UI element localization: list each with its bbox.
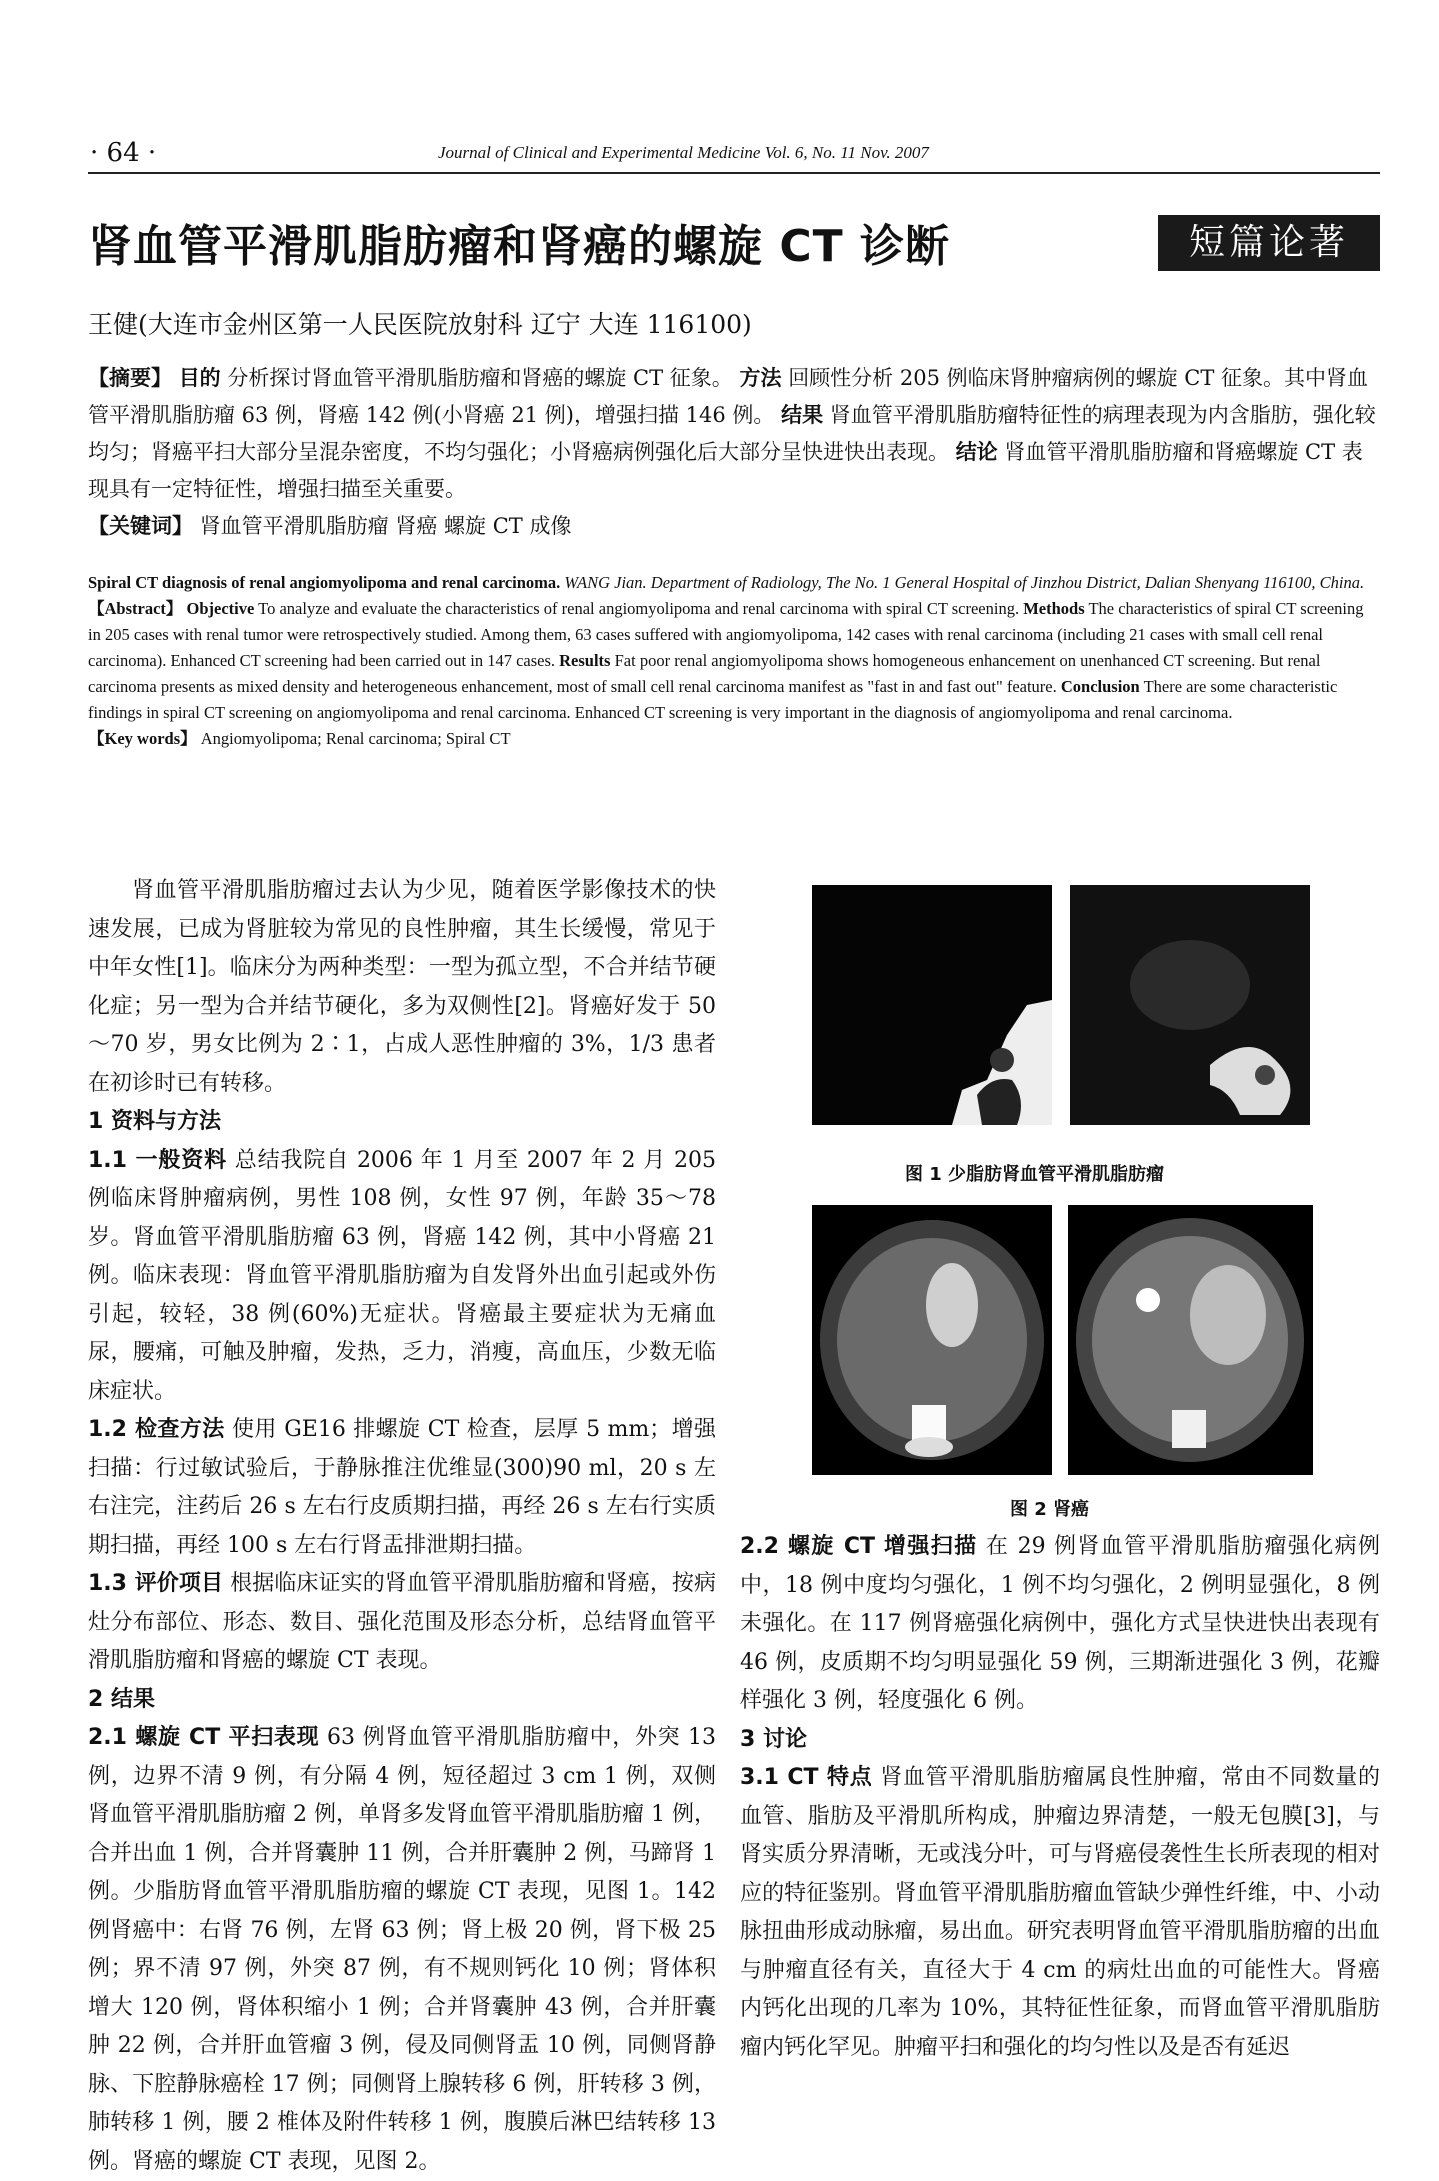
figure-2-caption: 图 2 肾癌 — [1010, 1499, 1090, 1520]
en-keywords: Angiomyolipoma; Renal carcinoma; Spiral CT — [200, 729, 511, 748]
en-methods-label: Methods — [1023, 599, 1085, 618]
en-objective-label: Objective — [186, 599, 255, 618]
intro-paragraph: 肾血管平滑肌脂肪瘤过去认为少见，随着医学影像技术的快速发展，已成为肾脏较为常见的良性肿瘤，其生长缓慢，常见于中年女性[1]。临床分为两种类型：一型为孤立型，不合并结节硬化症；另一型为合并结节硬化，多为双侧性[2]。肾癌好发于 50～70 岁，男女比例为 2∶1，占成人恶性肿瘤的 3%，1/3 患者在初诊时已有转移。 — [88, 878, 716, 1096]
figure-2-right-image — [1068, 1205, 1313, 1475]
page-number: · 64 · — [90, 138, 157, 168]
figure-1-left-image — [812, 885, 1052, 1125]
right-column — [740, 1528, 1380, 2067]
header-rule — [88, 172, 1380, 174]
en-conclusion: There are some characteristic findings in spiral CT screening on angiomyolipoma and renal carcinoma. Enhanced CT screening is very important in the diagnosis of angiomyolipoma and renal carcinoma. — [88, 677, 1338, 722]
section-3-heading: 3 讨论 — [740, 1726, 807, 1752]
section-1-heading: 1 资料与方法 — [88, 1109, 221, 1134]
methods-label: 方法 — [739, 366, 782, 390]
en-objective: To analyze and evaluate the characteristics of renal angiomyolipoma and renal carcinoma with spiral CT screening. — [258, 599, 1020, 618]
section-1-2-label: 1.2 检查方法 — [88, 1417, 225, 1442]
chinese-abstract — [88, 360, 1380, 545]
section-3-1-text: 肾血管平滑肌脂肪瘤属良性肿瘤，常由不同数量的血管、脂肪及平滑肌所构成，肿瘤边界清楚，一般无包膜[3]，与肾实质分界清晰，无或浅分叶，可与肾癌侵袭性生长所表现的相对应的特征鉴别。肾血管平滑肌脂肪瘤血管缺少弹性纤维，中、小动脉扭曲形成动脉瘤，易出血。研究表明肾血管平滑肌脂肪瘤的出血与肿瘤直径有关，直径大于 4 cm 的病灶出血的可能性大。肾癌内钙化出现的几率为 10%，其特征性征象，而肾血管平滑肌脂肪瘤内钙化罕见。肿瘤平扫和强化的均匀性以及是否有延迟 — [740, 1765, 1380, 2060]
conclusion-text: 肾血管平滑肌脂肪瘤和肾癌螺旋 CT 表现具有一定特征性，增强扫描至关重要。 — [88, 440, 1363, 501]
english-abstract — [88, 570, 1380, 752]
en-conclusion-label: Conclusion — [1060, 677, 1140, 696]
ct-scan-graphic — [1068, 1205, 1313, 1475]
keywords-text: 肾血管平滑肌脂肪瘤 肾癌 螺旋 CT 成像 — [199, 514, 572, 538]
ct-scan-graphic — [812, 885, 1052, 1125]
abstract-label: 【摘要】 — [88, 366, 172, 390]
methods-text: 回顾性分析 205 例临床肾肿瘤病例的螺旋 CT 征象。其中肾血管平滑肌脂肪瘤 63 例，肾癌 142 例(小肾癌 21 例)，增强扫描 146 例。 — [88, 366, 1369, 427]
en-results-label: Results — [559, 651, 611, 670]
en-results: Fat poor renal angiomyolipoma shows homogeneous enhancement on unenhanced CT screening. But renal carcinoma presents as mixed density and heterogeneous enhancement, most of small cell renal carcinoma manifest as "fast in and fast out" feature. — [88, 651, 1321, 696]
section-badge: 短篇论著 — [1158, 215, 1380, 271]
results-text: 肾血管平滑肌脂肪瘤特征性的病理表现为内含脂肪，强化较均匀；肾癌平扫大部分呈混杂密度，不均匀强化；小肾癌病例强化后大部分呈快进快出表现。 — [88, 403, 1376, 464]
keywords-label: 【关键词】 — [88, 514, 193, 538]
en-keywords-label: 【Key words】 — [88, 729, 197, 748]
section-2-1-label: 2.1 螺旋 CT 平扫表现 — [88, 1725, 320, 1750]
journal-header: Journal of Clinical and Experimental Medicine Vol. 6, No. 11 Nov. 2007 — [438, 143, 929, 162]
section-2-heading: 2 结果 — [88, 1686, 155, 1712]
figure-1-right-image — [1070, 885, 1310, 1125]
en-author: WANG Jian. Department of Radiology, The No. 1 General Hospital of Jinzhou District, Dalian Shenyang 116100, China. — [564, 573, 1365, 592]
author-line: 王健(大连市金州区第一人民医院放射科 辽宁 大连 116100) — [88, 310, 752, 339]
objective-text: 分析探讨肾血管平滑肌脂肪瘤和肾癌的螺旋 CT 征象。 — [227, 366, 733, 390]
ct-scan-graphic — [812, 1205, 1052, 1475]
en-methods: The characteristics of spiral CT screening in 205 cases with renal tumor were retrospectively studied. Among them, 63 cases suffered with angiomyolipoma, 142 cases with renal carcinoma (including 21 cases with small cell renal carcinoma). Enhanced CT screening had been carried out in 147 cases. — [88, 599, 1364, 670]
en-title: Spiral CT diagnosis of renal angiomyolipoma and renal carcinoma. — [88, 573, 561, 592]
section-1-3-text: 根据临床证实的肾血管平滑肌脂肪瘤和肾癌，按病灶分布部位、形态、数目、强化范围及形态分析，总结肾血管平滑肌脂肪瘤和肾癌的螺旋 CT 表现。 — [88, 1571, 716, 1673]
section-3-1-label: 3.1 CT 特点 — [740, 1765, 873, 1790]
conclusion-label: 结论 — [955, 440, 998, 464]
section-2-1-text: 63 例肾血管平滑肌脂肪瘤中，外突 13 例，边界不清 9 例，有分隔 4 例，短径超过 3 cm 1 例，双侧肾血管平滑肌脂肪瘤 2 例，单肾多发肾血管平滑肌脂肪瘤 1 例，合并出血 1 例，合并肾囊肿 11 例，合并肝囊肿 2 例，马蹄肾 1 例。少脂肪肾血管平滑肌脂肪瘤的螺旋 CT 表现，见图 1。142 例肾癌中：右肾 76 例，左肾 63 例；肾上极 20 例，肾下极 25 例；界不清 97 例，外突 87 例，有不规则钙化 10 例；肾体积增大 120 例，肾体积缩小 1 例；合并肾囊肿 43 例，合并肝囊肿 22 例，合并肝血管瘤 3 例，侵及同侧肾盂 10 例，同侧肾静脉、下腔静脉癌栓 17 例；同侧肾上腺转移 6 例，肝转移 3 例，肺转移 1 例，腰 2 椎体及附件转移 1 例，腹膜后淋巴结转移 13 例。肾癌的螺旋 CT 表现，见图 2。 — [88, 1725, 716, 2174]
section-2-2-text: 在 29 例肾血管平滑肌脂肪瘤强化病例中，18 例中度均匀强化，1 例不均匀强化，2 例明显强化，8 例未强化。在 117 例肾癌强化病例中，强化方式呈快进快出表现有 46 例，皮质期不均匀明显强化 59 例，三期渐进强化 3 例，花瓣样强化 3 例，轻度强化 6 例。 — [740, 1534, 1380, 1713]
en-abstract-label: 【Abstract】 — [88, 599, 183, 618]
section-1-1-label: 1.1 一般资料 — [88, 1147, 227, 1173]
section-1-3-label: 1.3 评价项目 — [88, 1571, 224, 1596]
section-2-2-label: 2.2 螺旋 CT 增强扫描 — [740, 1534, 978, 1559]
section-1-2-text: 使用 GE16 排螺旋 CT 检查，层厚 5 mm；增强扫描：行过敏试验后，于静脉推注优维显(300)90 ml，20 s 左右注完，注药后 26 s 左右行皮质期扫描，再经 26 s 左右行实质期扫描，再经 100 s 左右行肾盂排泄期扫描。 — [88, 1417, 716, 1558]
figure-1-caption: 图 1 少脂肪肾血管平滑肌脂肪瘤 — [905, 1164, 1165, 1185]
left-column — [88, 872, 716, 2181]
figure-2-left-image — [812, 1205, 1052, 1475]
section-1-1-text: 总结我院自 2006 年 1 月至 2007 年 2 月 205 例临床肾肿瘤病例，男性 108 例，女性 97 例，年龄 35～78 岁。肾血管平滑肌脂肪瘤 63 例，肾癌 142 例，其中小肾癌 21 例。临床表现：肾血管平滑肌脂肪瘤为自发肾外出血引起或外伤引起，较轻，38 例(60%)无症状。肾癌最主要症状为无痛血尿，腰痛，可触及肿瘤，发热，乏力，消瘦，高血压，少数无临床症状。 — [88, 1147, 717, 1404]
article-title: 肾血管平滑肌脂肪瘤和肾癌的螺旋 CT 诊断 — [88, 221, 950, 272]
results-label: 结果 — [781, 403, 824, 427]
objective-label: 目的 — [178, 366, 221, 390]
ct-scan-graphic — [1070, 885, 1310, 1125]
